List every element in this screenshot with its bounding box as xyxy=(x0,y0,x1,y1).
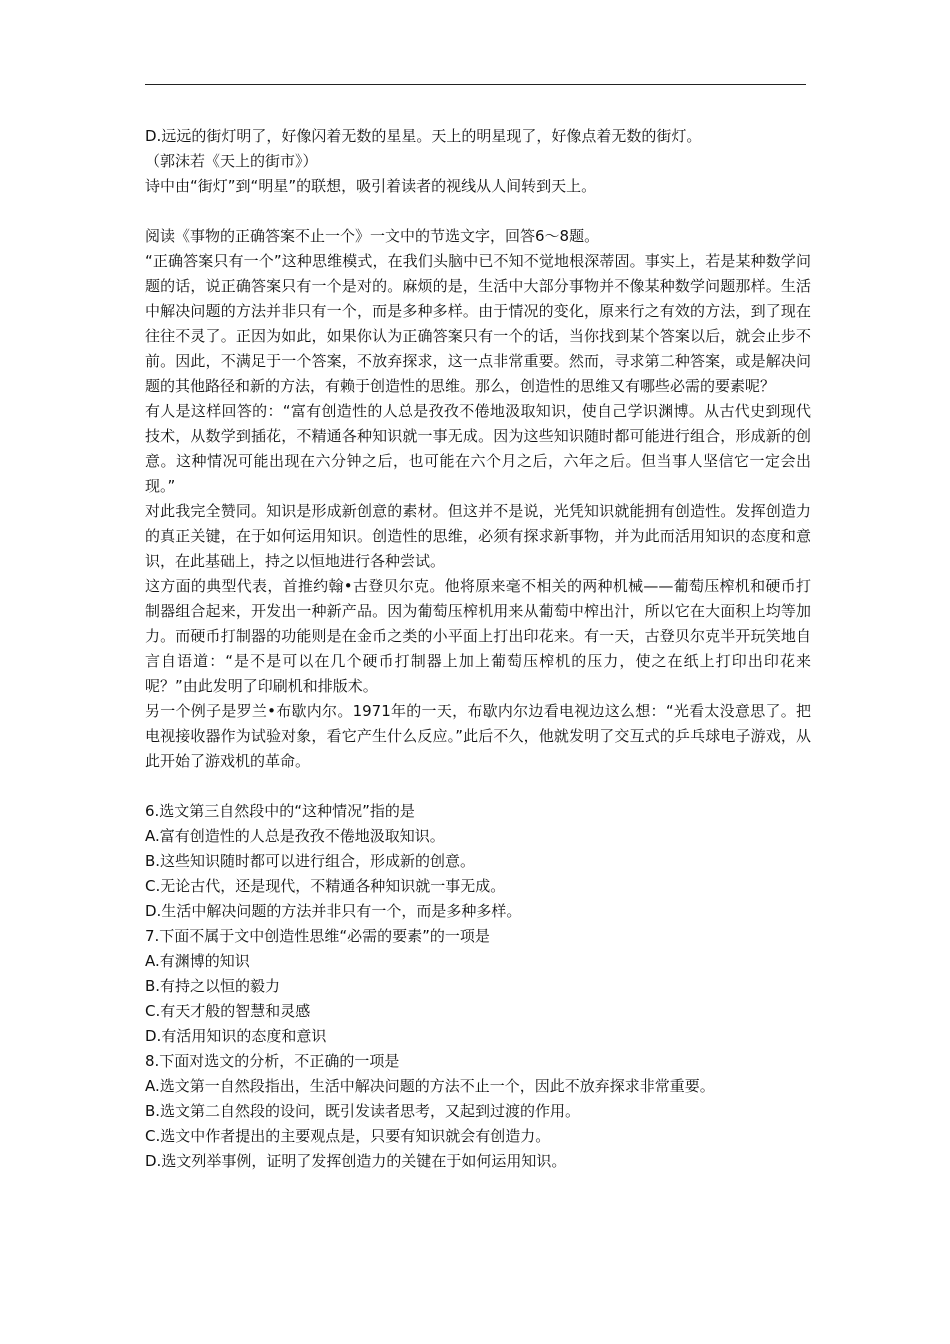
question-6-option-c: C.无论古代，还是现代，不精通各种知识就一事无成。 xyxy=(145,877,506,895)
question-8-option-c: C.选文中作者提出的主要观点是，只要有知识就会有创造力。 xyxy=(145,1127,551,1145)
blank-line xyxy=(145,774,811,799)
passage-paragraph-1: “正确答案只有一个”这种思维模式，在我们头脑中已不知不觉地根深蒂固。事实上，若是某种数学问题的话，说正确答案只有一个是对的。麻烦的是，生活中大部分事物并不像某种数学问题那样。生活中解决问题的方法并非只有一个，而是多种多样。由于情况的变化，原来行之有效的方法，到了现在往往不灵了。正因为如此，如果你认为正确答案只有一个的话，当你找到某个答案以后，就会止步不前。因此，不满足于一个答案，不放弃探求，这一点非常重要。然而，寻求第二种答案，或是解决问题的其他路径和新的方法，有赖于创造性的思维。那么，创造性的思维又有哪些必需的要素呢？ xyxy=(145,252,811,395)
passage-paragraph-5: 另一个例子是罗兰•布歇内尔。1971年的一天，布歇内尔边看电视边这么想：“光看太没意思了。把电视接收器作为试验对象，看它产生什么反应。”此后不久，他就发明了交互式的乒乓球电子游戏，从此开始了游戏机的革命。 xyxy=(145,702,811,770)
question-7-stem: 7.下面不属于文中创造性思维“必需的要素”的一项是 xyxy=(145,927,490,945)
question-8-option-b: B.选文第二自然段的设问，既引发读者思考，又起到过渡的作用。 xyxy=(145,1102,581,1120)
question-7-option-a: A.有渊博的知识 xyxy=(145,952,250,970)
question-6-stem: 6.选文第三自然段中的“这种情况”指的是 xyxy=(145,802,415,820)
question-8-option-a: A.选文第一自然段指出，生活中解决问题的方法不止一个，因此不放弃探求非常重要。 xyxy=(145,1077,715,1095)
prev-option-d: D.远远的街灯明了，好像闪着无数的星星。天上的明星现了，好像点着无数的街灯。 xyxy=(145,127,702,145)
document-body xyxy=(145,124,811,1174)
passage-paragraph-4: 这方面的典型代表，首推约翰•古登贝尔克。他将原来毫不相关的两种机械——葡萄压榨机和硬币打制器组合起来，开发出一种新产品。因为葡萄压榨机用来从葡萄中榨出汁，所以它在大面积上均等加力。而硬币打制器的功能则是在金币之类的小平面上打出印花来。有一天，古登贝尔克半开玩笑地自言自语道：“是不是可以在几个硬币打制器上加上葡萄压榨机的压力，使之在纸上打印出印花来呢？”由此发明了印刷机和排版术。 xyxy=(145,577,811,695)
question-6-option-a: A.富有创造性的人总是孜孜不倦地汲取知识。 xyxy=(145,827,445,845)
question-7-option-d: D.有活用知识的态度和意识 xyxy=(145,1027,327,1045)
question-7-option-c: C.有天才般的智慧和灵感 xyxy=(145,1002,311,1020)
question-6-option-d: D.生活中解决问题的方法并非只有一个，而是多种多样。 xyxy=(145,902,522,920)
header-rule xyxy=(145,84,806,85)
question-6-option-b: B.这些知识随时都可以进行组合，形成新的创意。 xyxy=(145,852,476,870)
passage-paragraph-3: 对此我完全赞同。知识是形成新创意的素材。但这并不是说，光凭知识就能拥有创造性。发挥创造力的真正关键，在于如何运用知识。创造性的思维，必须有探求新事物，并为此而活用知识的态度和意识，在此基础上，持之以恒地进行各种尝试。 xyxy=(145,502,811,570)
question-7-option-b: B.有持之以恒的毅力 xyxy=(145,977,281,995)
passage-paragraph-2: 有人是这样回答的：“富有创造性的人总是孜孜不倦地汲取知识，使自己学识渊博。从古代史到现代技术，从数学到插花，不精通各种知识就一事无成。因为这些知识随时都可能进行组合，形成新的创意。这种情况可能出现在六分钟之后，也可能在六个月之后，六年之后。但当事人坚信它一定会出现。” xyxy=(145,402,811,495)
reading-intro: 阅读《事物的正确答案不止一个》一文中的节选文字，回答6～8题。 xyxy=(145,227,600,245)
prev-note: 诗中由“街灯”到“明星”的联想，吸引着读者的视线从人间转到天上。 xyxy=(145,177,597,195)
question-8-option-d: D.选文列举事例，证明了发挥创造力的关键在于如何运用知识。 xyxy=(145,1152,567,1170)
blank-line xyxy=(145,199,811,224)
prev-source: （郭沫若《天上的街市》） xyxy=(145,152,318,170)
question-8-stem: 8.下面对选文的分析，不正确的一项是 xyxy=(145,1052,400,1070)
